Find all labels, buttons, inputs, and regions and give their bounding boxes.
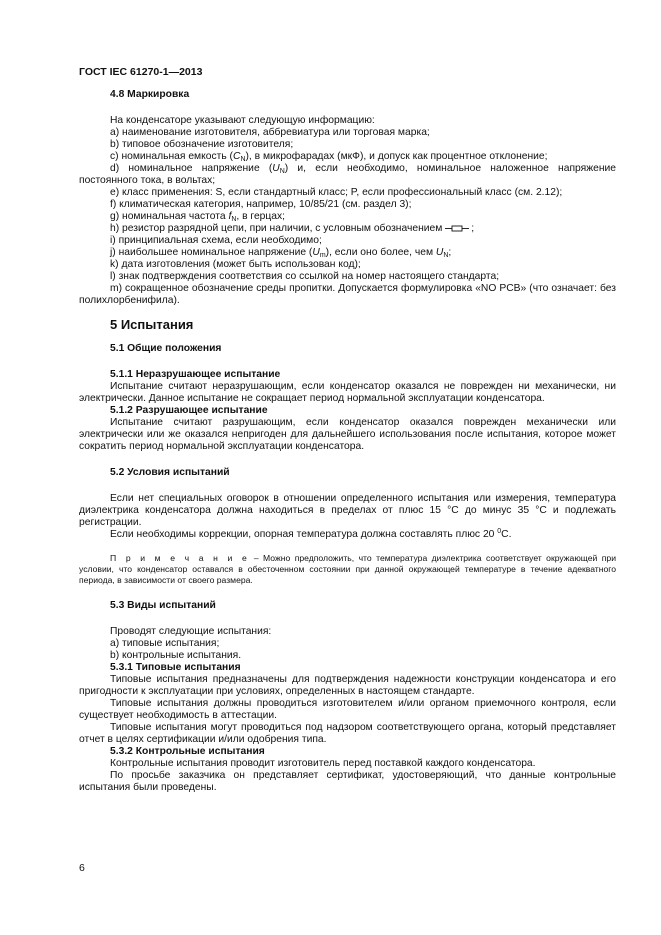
marking-item-j: j) наибольшее номинальное напряжение $(U_m)$, если оно более, чем $U_N$;	[110, 247, 452, 259]
page-number: 6	[79, 862, 85, 874]
section-5-1-2-text: Испытание считают разрушающим, если конденсатор оказался поврежден механически или электрически или же оказался непригоден для дальнейшего использования после испытания, которое может сократить период нормальной эксплуатации конденсатора.	[79, 417, 616, 452]
section-5-3-1-title: 5.3.1 Типовые испытания	[110, 662, 241, 673]
section-5-1-1-text: Испытание считают неразрушающим, если конденсатор оказался не поврежден ни механически, ни электрически. Данное испытание не сокращает период нормальной эксплуатации конденсатора.	[79, 381, 616, 404]
document-body	[79, 86, 616, 794]
resistor-symbol-icon	[445, 224, 471, 233]
marking-item-a: а) наименование изготовителя, аббревиатура или торговая марка;	[110, 127, 430, 138]
section-5-3-1-para-1: Типовые испытания предназначены для подтверждения надежности конструкции конденсатора и его пригодности к эксплуатации при условиях, определенных в настоящем стандарте.	[79, 674, 616, 697]
section-5-1-2-title: 5.1.2 Разрушающее испытание	[110, 405, 268, 416]
section-5-3-1-para-2: Типовые испытания должны проводиться изготовителем и/или органом приемочного контроля, если существует необходимость в аттестации.	[79, 698, 616, 721]
section-5-3-2-para-1: Контрольные испытания проводит изготовитель перед поставкой каждого конденсатора.	[110, 758, 536, 769]
marking-item-e: e) класс применения: S, если стандартный класс; P, если профессиональный класс (см. 2.12);	[110, 187, 563, 198]
standard-header: ГОСТ IEC 61270-1—2013	[79, 66, 203, 78]
section-4-8-title: 4.8 Маркировка	[110, 89, 190, 100]
marking-item-g: g) номинальная частота $f_N$, в герцах;	[110, 211, 286, 223]
marking-item-l: l) знак подтверждения соответствия со ссылкой на номер настоящего стандарта;	[110, 271, 500, 282]
marking-item-h: h) резистор разрядной цепи, при наличии, с условным обозначением ;	[110, 223, 475, 234]
marking-item-f: f) климатическая категория, например, 10/85/21 (см. раздел 3);	[110, 199, 412, 210]
section-5-1-title: 5.1 Общие положения	[110, 343, 222, 354]
section-5-3-title: 5.3 Виды испытаний	[110, 600, 216, 611]
section-5-3-item-a: а) типовые испытания;	[110, 638, 220, 649]
chapter-5-title: 5 Испытания	[110, 317, 194, 332]
note-label: П р и м е ч а н и е	[110, 553, 250, 563]
marking-item-m: m) сокращенное обозначение среды пропитки. Допускается формулировка «NO PCB» (что означает: без полихлорбенифила).	[79, 283, 616, 306]
section-5-3-intro: Проводят следующие испытания:	[110, 626, 272, 637]
marking-item-c: c) номинальная емкость $(C_N)$, в микрофарадах (мкФ), и допуск как процентное отклонение;	[110, 151, 548, 163]
marking-item-k: k) дата изготовления (может быть использован код);	[110, 259, 361, 270]
section-5-2-para-2: Если необходимы коррекции, опорная температура должна составлять плюс 20 $^0$С.	[110, 528, 512, 540]
marking-intro: На конденсаторе указывают следующую информацию:	[110, 115, 375, 126]
section-5-2-note: П р и м е ч а н и е – Можно предположить, что температура диэлектрика соответствует окружающей при условии, что конденсатор оставался в обесточенном состоянии при данной окружающей температуре в течение адекватного периода, в зависимости от своего размера.	[79, 553, 616, 585]
marking-item-i: i) принципиальная схема, если необходимо;	[110, 235, 322, 246]
section-5-3-2-title: 5.3.2 Контрольные испытания	[110, 746, 265, 757]
marking-item-d: d) номинальное напряжение $(U_N)$ и, если необходимо, номинальное наложенное напряжение постоянного тока, в вольтах;	[79, 163, 616, 186]
section-5-3-item-b: b) контрольные испытания.	[110, 650, 242, 661]
section-5-3-2-para-2: По просьбе заказчика он представляет сертификат, удостоверяющий, что данные контрольные испытания были проведены.	[79, 770, 616, 793]
section-5-2-title: 5.2 Условия испытаний	[110, 467, 230, 478]
section-5-2-para-1: Если нет специальных оговорок в отношении определенного испытания или измерения, температура диэлектрика конденсатора должна находиться в пределах от плюс 15 °С до минус 35 °С и подлежать регистрации.	[79, 493, 616, 528]
section-5-3-1-para-3: Типовые испытания могут проводиться под надзором соответствующего органа, который представляет отчет в целях сертификации и/или одобрения типа.	[79, 722, 616, 745]
section-5-1-1-title: 5.1.1 Неразрушающее испытание	[110, 369, 281, 380]
marking-item-b: b) типовое обозначение изготовителя;	[110, 139, 294, 150]
